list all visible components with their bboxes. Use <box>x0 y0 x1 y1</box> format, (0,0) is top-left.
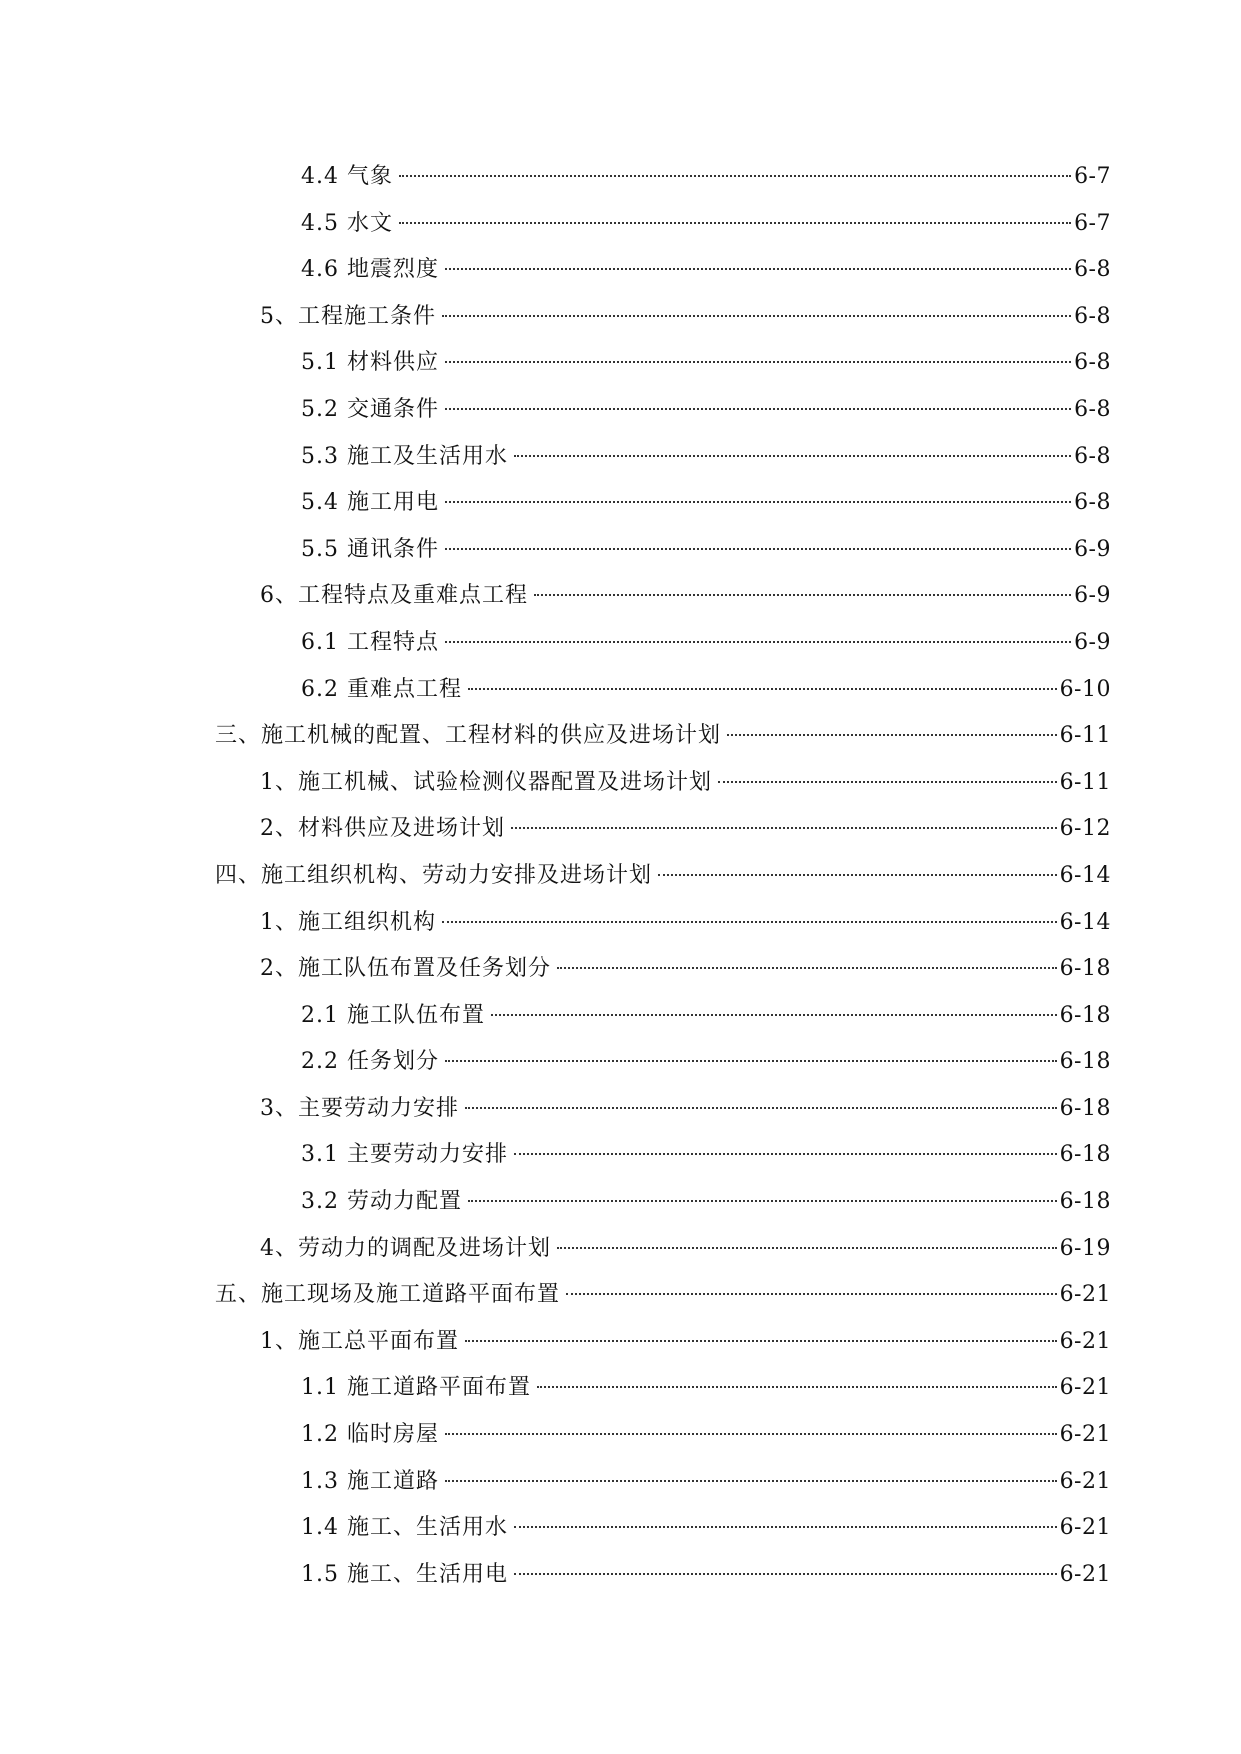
toc-entry-title: 5.5 通讯条件 <box>301 536 439 562</box>
toc-entry-title: 4.5 水文 <box>301 210 393 236</box>
toc-entry[interactable] <box>0 853 1241 900</box>
toc-entry-title: 5.1 材料供应 <box>301 350 439 376</box>
toc-entry-page-number: 6-8 <box>1074 396 1111 422</box>
toc-entry-title: 1.3 施工道路 <box>301 1468 439 1494</box>
dot-leader <box>514 1153 1057 1155</box>
dot-leader <box>442 921 1057 923</box>
dot-leader <box>468 1200 1057 1202</box>
toc-entry[interactable] <box>0 760 1241 807</box>
toc-entry-title: 3.2 劳动力配置 <box>301 1189 462 1215</box>
dot-leader <box>465 1340 1057 1342</box>
toc-entry-title: 1.4 施工、生活用水 <box>301 1515 508 1541</box>
toc-entry-title: 2.2 任务划分 <box>301 1049 439 1075</box>
toc-entry[interactable] <box>0 340 1241 387</box>
toc-entry[interactable] <box>0 900 1241 947</box>
toc-entry-title: 1、施工组织机构 <box>260 909 436 935</box>
dot-leader <box>534 594 1071 596</box>
toc-entry[interactable] <box>0 480 1241 527</box>
toc-entry-page-number: 6-11 <box>1059 723 1111 749</box>
toc-entry-title: 2.1 施工队伍布置 <box>301 1002 485 1028</box>
toc-entry-title: 四、施工组织机构、劳动力安排及进场计划 <box>215 862 653 888</box>
toc-entry[interactable] <box>0 1459 1241 1506</box>
toc-entry[interactable] <box>0 201 1241 248</box>
toc-entry-page-number: 6-18 <box>1059 1049 1111 1075</box>
dot-leader <box>445 641 1071 643</box>
dot-leader <box>445 1433 1057 1435</box>
dot-leader <box>514 1526 1057 1528</box>
toc-entry-page-number: 6-18 <box>1059 1189 1111 1215</box>
toc-entry-title: 1.1 施工道路平面布置 <box>301 1375 531 1401</box>
dot-leader <box>445 1060 1057 1062</box>
toc-entry-page-number: 6-14 <box>1059 862 1111 888</box>
toc-entry-page-number: 6-21 <box>1059 1328 1111 1354</box>
toc-entry[interactable] <box>0 1179 1241 1226</box>
toc-entry[interactable] <box>0 1086 1241 1133</box>
toc-entry[interactable] <box>0 1039 1241 1086</box>
dot-leader <box>718 781 1057 783</box>
dot-leader <box>557 1247 1057 1249</box>
toc-entry[interactable] <box>0 1505 1241 1552</box>
toc-entry[interactable] <box>0 154 1241 201</box>
toc-entry-page-number: 6-9 <box>1074 629 1111 655</box>
toc-entry-title: 5.4 施工用电 <box>301 490 439 516</box>
toc-entry-page-number: 6-21 <box>1059 1282 1111 1308</box>
toc-entry[interactable] <box>0 1132 1241 1179</box>
toc-entry[interactable] <box>0 946 1241 993</box>
dot-leader <box>465 1107 1057 1109</box>
toc-entry-page-number: 6-21 <box>1059 1515 1111 1541</box>
toc-entry-title: 2、施工队伍布置及任务划分 <box>260 956 551 982</box>
toc-entry-page-number: 6-18 <box>1059 1142 1111 1168</box>
toc-entry-page-number: 6-21 <box>1059 1468 1111 1494</box>
toc-entry-title: 5、工程施工条件 <box>260 303 436 329</box>
dot-leader <box>566 1293 1057 1295</box>
toc-entry[interactable] <box>0 1319 1241 1366</box>
dot-leader <box>658 874 1057 876</box>
toc-entry-page-number: 6-19 <box>1059 1235 1111 1261</box>
toc-entry-page-number: 6-11 <box>1059 769 1111 795</box>
toc-entry[interactable] <box>0 527 1241 574</box>
toc-entry[interactable] <box>0 1272 1241 1319</box>
toc-entry[interactable] <box>0 713 1241 760</box>
toc-entry-page-number: 6-8 <box>1074 350 1111 376</box>
toc-entry[interactable] <box>0 1365 1241 1412</box>
toc-entry[interactable] <box>0 1226 1241 1273</box>
toc-entry[interactable] <box>0 993 1241 1040</box>
toc-entry-title: 6、工程特点及重难点工程 <box>260 583 528 609</box>
toc-entry[interactable] <box>0 1412 1241 1459</box>
toc-entry-title: 1、施工机械、试验检测仪器配置及进场计划 <box>260 769 712 795</box>
dot-leader <box>445 1480 1057 1482</box>
toc-entry[interactable] <box>0 387 1241 434</box>
dot-leader <box>514 455 1071 457</box>
table-of-contents <box>0 154 1241 1598</box>
toc-entry-page-number: 6-8 <box>1074 490 1111 516</box>
toc-entry-title: 3.1 主要劳动力安排 <box>301 1142 508 1168</box>
toc-entry-title: 6.1 工程特点 <box>301 629 439 655</box>
toc-entry[interactable] <box>0 1552 1241 1599</box>
toc-entry[interactable] <box>0 247 1241 294</box>
toc-entry-title: 4.6 地震烈度 <box>301 257 439 283</box>
dot-leader <box>511 827 1057 829</box>
toc-entry-page-number: 6-8 <box>1074 443 1111 469</box>
toc-entry-title: 三、施工机械的配置、工程材料的供应及进场计划 <box>215 723 722 749</box>
toc-entry-page-number: 6-9 <box>1074 583 1111 609</box>
dot-leader <box>491 1014 1057 1016</box>
dot-leader <box>445 501 1071 503</box>
toc-entry-page-number: 6-21 <box>1059 1375 1111 1401</box>
toc-entry-page-number: 6-7 <box>1074 164 1111 189</box>
dot-leader <box>514 1573 1057 1575</box>
toc-entry-page-number: 6-10 <box>1059 676 1111 702</box>
toc-entry-title: 五、施工现场及施工道路平面布置 <box>215 1282 561 1308</box>
toc-entry-title: 1.5 施工、生活用电 <box>301 1561 508 1587</box>
dot-leader <box>557 967 1057 969</box>
toc-entry-page-number: 6-21 <box>1059 1422 1111 1448</box>
toc-entry-page-number: 6-12 <box>1059 816 1111 842</box>
toc-entry-page-number: 6-18 <box>1059 1095 1111 1121</box>
toc-entry-title: 4、劳动力的调配及进场计划 <box>260 1235 551 1261</box>
dot-leader <box>445 361 1071 363</box>
toc-entry-page-number: 6-8 <box>1074 303 1111 329</box>
toc-entry[interactable] <box>0 620 1241 667</box>
toc-entry-title: 4.4 气象 <box>301 164 393 189</box>
dot-leader <box>445 268 1071 270</box>
dot-leader <box>399 175 1071 177</box>
dot-leader <box>442 315 1071 317</box>
dot-leader <box>399 222 1071 224</box>
toc-entry-page-number: 6-8 <box>1074 257 1111 283</box>
toc-entry-page-number: 6-21 <box>1059 1561 1111 1587</box>
toc-entry-title: 3、主要劳动力安排 <box>260 1095 459 1121</box>
toc-entry[interactable] <box>0 434 1241 481</box>
toc-entry-title: 5.2 交通条件 <box>301 396 439 422</box>
toc-entry-page-number: 6-18 <box>1059 956 1111 982</box>
dot-leader <box>445 408 1071 410</box>
toc-entry-page-number: 6-7 <box>1074 210 1111 236</box>
toc-entry[interactable] <box>0 294 1241 341</box>
toc-entry-page-number: 6-14 <box>1059 909 1111 935</box>
toc-entry[interactable] <box>0 806 1241 853</box>
dot-leader <box>468 688 1057 690</box>
toc-entry-page-number: 6-9 <box>1074 536 1111 562</box>
toc-entry[interactable] <box>0 573 1241 620</box>
toc-entry-title: 2、材料供应及进场计划 <box>260 816 505 842</box>
toc-entry-title: 5.3 施工及生活用水 <box>301 443 508 469</box>
toc-entry-page-number: 6-18 <box>1059 1002 1111 1028</box>
toc-entry-title: 1.2 临时房屋 <box>301 1422 439 1448</box>
toc-entry[interactable] <box>0 667 1241 714</box>
dot-leader <box>537 1386 1057 1388</box>
dot-leader <box>445 548 1071 550</box>
toc-entry-title: 1、施工总平面布置 <box>260 1328 459 1354</box>
dot-leader <box>727 734 1057 736</box>
toc-entry-title: 6.2 重难点工程 <box>301 676 462 702</box>
